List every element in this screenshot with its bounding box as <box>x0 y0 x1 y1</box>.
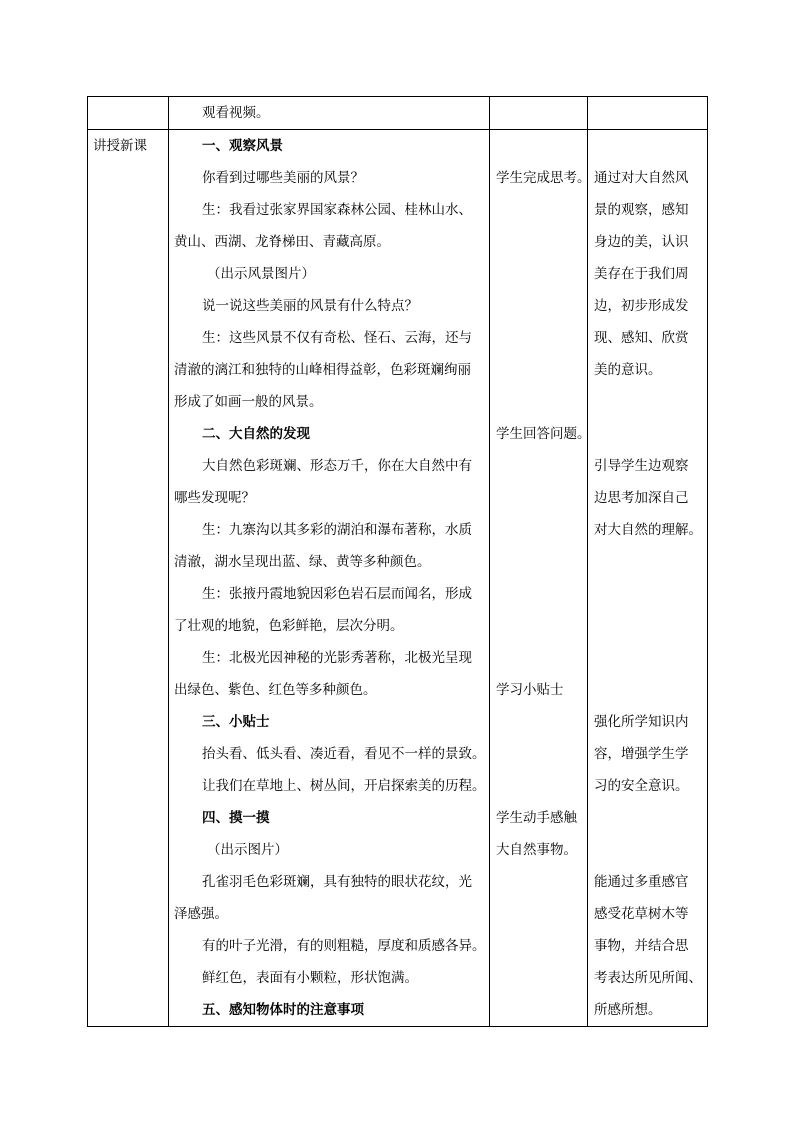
content-line: （出示图片） <box>207 842 288 858</box>
content-line: 出绿色、紫色、红色等多种颜色。 <box>174 682 377 698</box>
content-line: 观看视频。 <box>202 105 270 121</box>
stage-label: 讲授新课 <box>93 138 147 154</box>
cell-student-activity <box>490 130 591 1027</box>
content-line: 你看到过哪些美丽的风景？ <box>202 170 364 186</box>
content-line: 泽感强。 <box>174 906 228 922</box>
cell-design-intent <box>588 130 708 1027</box>
intent-line: 容，增强学生学 <box>594 746 689 762</box>
content-line: （出示风景图片） <box>207 266 315 282</box>
content-line: 清澈的漓江和独特的山峰相得益彰，色彩斑斓绚丽 <box>174 362 471 378</box>
intent-line: 美的意识。 <box>594 362 662 378</box>
intent-line: 引导学生边观察 <box>594 458 689 474</box>
content-line: 有的叶子光滑，有的则粗糙，厚度和质感各异。 <box>202 938 486 954</box>
content-line: 孔雀羽毛色彩斑斓，具有独特的眼状花纹，光 <box>202 874 472 890</box>
intent-line: 考表达所见所闻、 <box>594 970 702 986</box>
intent-line: 强化所学知识内 <box>594 714 689 730</box>
intent-line: 感受花草树木等 <box>594 906 689 922</box>
content-line: 生：这些风景不仅有奇松、怪石、云海，还与 <box>202 330 472 346</box>
cell-stage <box>88 97 169 130</box>
content-line: 生：我看过张家界国家森林公园、桂林山水、 <box>202 202 472 218</box>
cell-stage <box>88 130 169 1027</box>
content-line: 哪些发现呢？ <box>174 490 255 506</box>
content-line: 生：北极光因神秘的光影秀著称，北极光呈现 <box>202 650 472 666</box>
intent-line: 景的观察，感知 <box>594 202 689 218</box>
content-line: 生：张掖丹霞地貌因彩色岩石层而闻名，形成 <box>202 586 472 602</box>
activity-line: 大自然事物。 <box>496 842 577 858</box>
intent-line: 身边的美，认识 <box>594 234 689 250</box>
cell-content <box>169 97 490 130</box>
content-line: 说一说这些美丽的风景有什么特点？ <box>202 298 418 314</box>
activity-line: 学生动手感触 <box>496 810 577 826</box>
intent-line: 通过对大自然风 <box>594 170 689 186</box>
table-row <box>88 130 708 1027</box>
intent-line: 现、感知、欣赏 <box>594 330 689 346</box>
content-line: 让我们在草地上、树丛间，开启探索美的历程。 <box>202 778 486 794</box>
activity-line: 学习小贴士 <box>496 682 564 698</box>
section-heading: 一、观察风景 <box>202 138 283 154</box>
intent-line: 习的安全意识。 <box>594 778 689 794</box>
content-line: 鲜红色，表面有小颗粒，形状饱满。 <box>202 970 418 986</box>
intent-line: 所感所想。 <box>594 1002 662 1018</box>
section-heading: 四、摸一摸 <box>202 810 270 826</box>
lesson-plan-table <box>87 96 708 1027</box>
content-line: 清澈，湖水呈现出蓝、绿、黄等多种颜色。 <box>174 554 431 570</box>
content-line: 黄山、西湖、龙脊梯田、青藏高原。 <box>174 234 390 250</box>
cell-student-activity <box>490 97 588 130</box>
cell-content <box>169 130 490 1027</box>
intent-line: 对大自然的理解。 <box>594 522 702 538</box>
intent-line: 事物，并结合思 <box>594 938 689 954</box>
section-heading: 五、感知物体时的注意事项 <box>202 1002 364 1018</box>
section-heading: 三、小贴士 <box>202 714 270 730</box>
section-heading: 二、大自然的发现 <box>202 426 310 442</box>
content-line: 生：九寨沟以其多彩的湖泊和瀑布著称，水质 <box>202 522 472 538</box>
activity-line: 学生完成思考。 <box>496 170 591 186</box>
content-line: 了壮观的地貌，色彩鲜艳，层次分明。 <box>174 618 404 634</box>
content-line: 形成了如画一般的风景。 <box>174 394 323 410</box>
table-row <box>88 97 708 130</box>
content-line: 大自然色彩斑斓、形态万千，你在大自然中有 <box>202 458 472 474</box>
activity-line: 学生回答问题。 <box>496 426 591 442</box>
intent-line: 边，初步形成发 <box>594 298 689 314</box>
intent-line: 美存在于我们周 <box>594 266 689 282</box>
content-line: 抬头看、低头看、凑近看，看见不一样的景致。 <box>202 746 486 762</box>
cell-design-intent <box>588 97 708 130</box>
intent-line: 能通过多重感官 <box>594 874 689 890</box>
intent-line: 边思考加深自己 <box>594 490 689 506</box>
